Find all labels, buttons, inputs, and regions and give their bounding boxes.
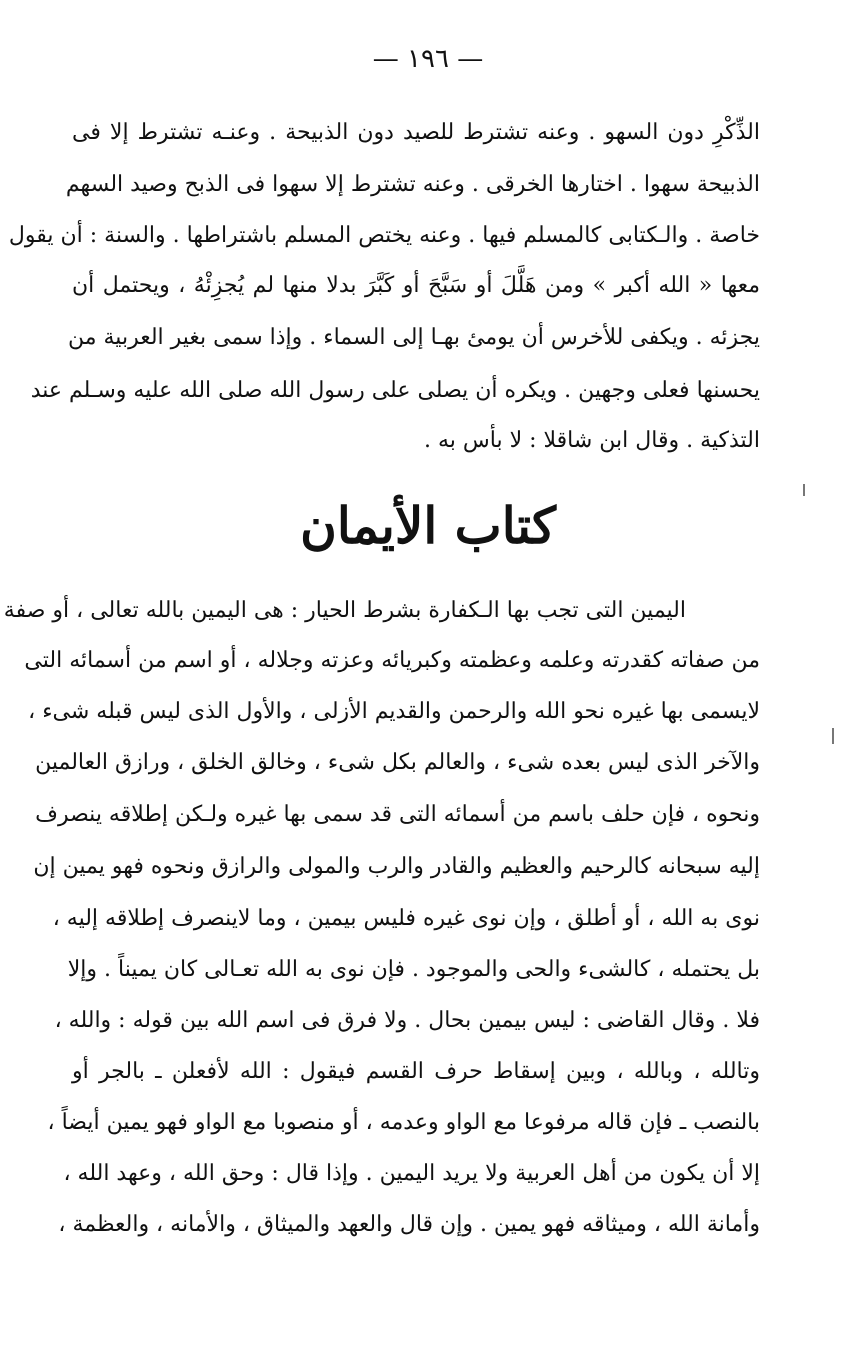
text-line: وأمانة الله ، وميثاقه فهو يمين . وإن قال والعهد والميثاق ، والأمانه ، والعظمة ، [58, 1212, 760, 1237]
chapter-title: كتاب الأيمان [300, 496, 556, 555]
text-line: معها « الله أكبر » ومن هَلَّلَ أو سَبَّحَ أو كَبَّرَ بدلا منها لم يُجزِئْهُ ، ويحتمل أن [72, 273, 760, 298]
text-line: الذِّكْرِ دون السهو . وعنه تشترط للصيد دون الذبيحة . وعنـه تشترط إلا فى [72, 120, 760, 145]
page-number: — ١٩٦ — [372, 44, 484, 74]
text-line: الذبيحة سهوا . اختارها الخرقى . وعنه تشترط إلا سهوا فى الذبح وصيد السهم [65, 172, 760, 197]
text-line: إلا أن يكون من أهل العربية ولا يريد اليمين . وإذا قال : وحق الله ، وعهد الله ، [63, 1161, 760, 1186]
text-line: فلا . وقال القاضى : ليس بيمين بحال . ولا فرق فى اسم الله بين قوله : والله ، [54, 1008, 760, 1033]
text-line: بل يحتمله ، كالشىء والحى والموجود . فإن نوى به الله تعـالى كان يميناً . وإلا [67, 957, 760, 982]
text-line: بالنصب ـ فإن قاله مرفوعا مع الواو وعدمه ، أو منصوبا مع الواو فهو يمين أيضاً ، [47, 1110, 760, 1135]
text-line: يجزئه . ويكفى للأخرس أن يومئ بهـا إلى السماء . وإذا سمى بغير العربية من [67, 325, 760, 350]
text-line: يحسنها فعلى وجهين . ويكره أن يصلى على رسول الله صلى الله عليه وسـلم عند [30, 378, 760, 403]
scan-speck [832, 728, 834, 744]
text-line: إليه سبحانه كالرحيم والعظيم والقادر والرب والمولى والرازق ونحوه فهو يمين إن [33, 854, 760, 879]
text-line: لايسمى بها غيره نحو الله والرحمن والقديم الأزلى ، والأول الذى ليس قبله شىء ، [28, 699, 760, 724]
text-line: نوى به الله ، أو أطلق ، وإن نوى غيره فليس بيمين ، وما لاينصرف إطلاقه إليه ، [52, 906, 760, 931]
text-line: التذكية . وقال ابن شاقلا : لا بأس به . [424, 428, 760, 453]
text-line: ونحوه ، فإن حلف باسم من أسمائه التى قد سمى بها غيره ولـكن إطلاقه ينصرف [35, 802, 760, 827]
text-line: اليمين التى تجب بها الـكفارة بشرط الحيار : هى اليمين بالله تعالى ، أو صفة [3, 598, 686, 623]
text-line: والآخر الذى ليس بعده شىء ، والعالم بكل شىء ، وخالق الخلق ، ورازق العالمين [35, 750, 760, 775]
text-line: من صفاته كقدرته وعلمه وعظمته وكبريائه وعزته وجلاله ، أو اسم من أسمائه التى [24, 648, 760, 673]
scan-speck [803, 484, 805, 496]
text-line: خاصة . والـكتابى كالمسلم فيها . وعنه يختص المسلم باشتراطها . والسنة : أن يقول [8, 223, 760, 248]
text-line: وتالله ، وبالله ، وبين إسقاط حرف القسم فيقول : الله لأفعلن ـ بالجر أو [72, 1059, 760, 1084]
